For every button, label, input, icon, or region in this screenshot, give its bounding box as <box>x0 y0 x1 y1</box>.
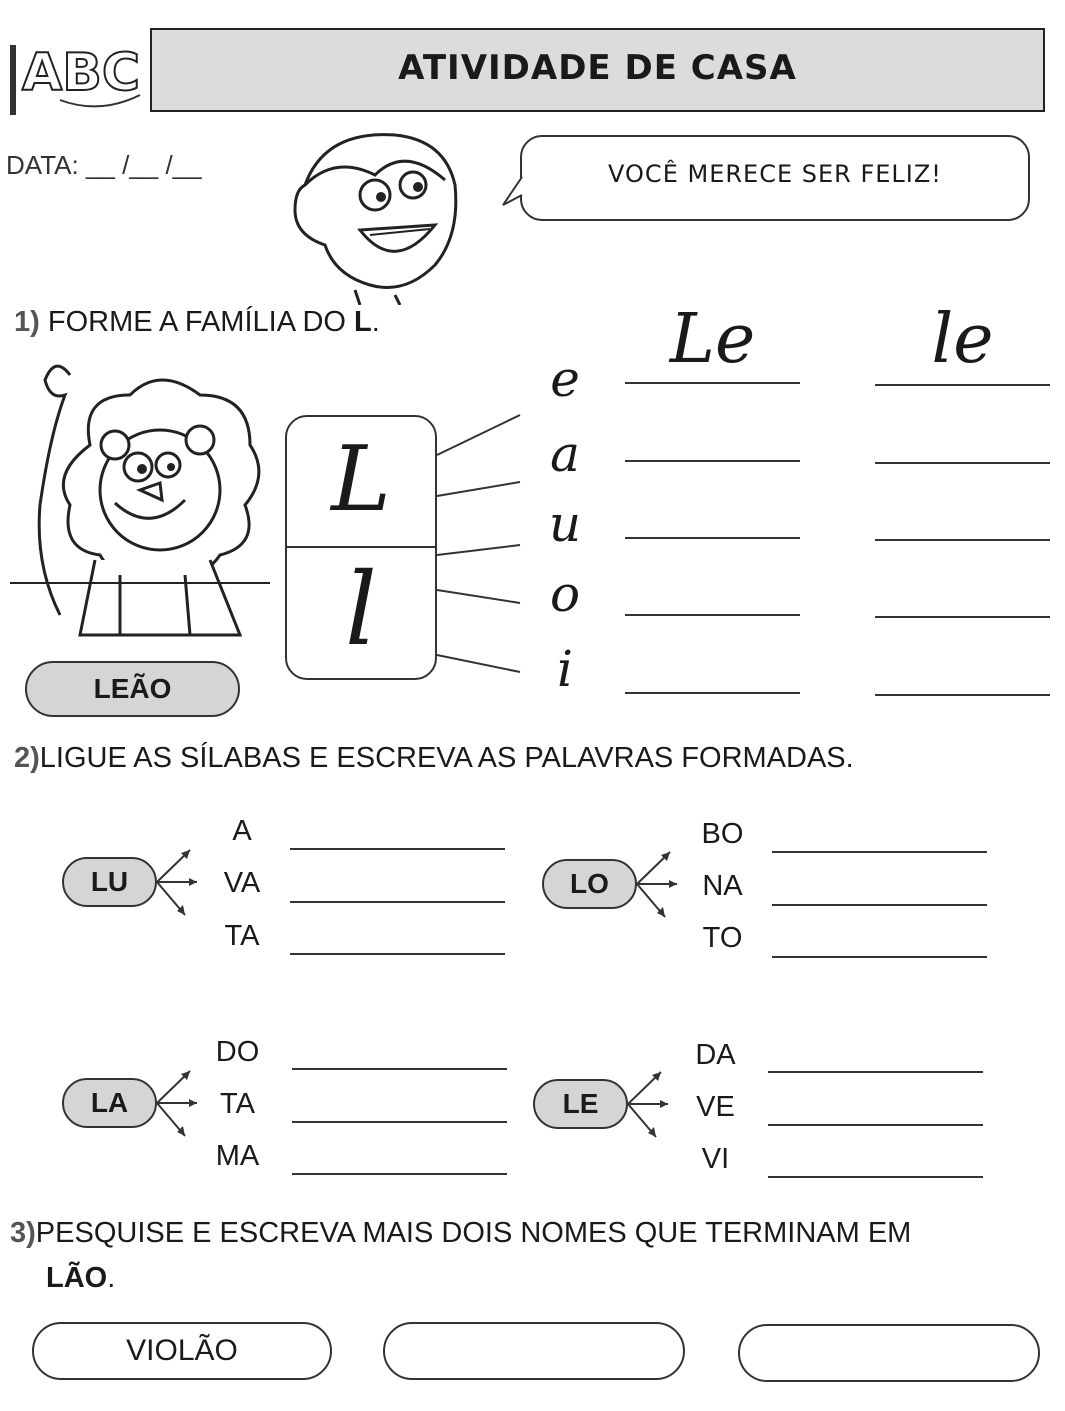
answer-box-2[interactable] <box>383 1322 685 1380</box>
word-line[interactable] <box>292 1121 507 1123</box>
letter-box-divider <box>287 546 435 548</box>
lowercase-letter: l <box>345 551 377 668</box>
answer-box-3[interactable] <box>738 1324 1040 1382</box>
ending-le-2: VE <box>696 1091 735 1123</box>
q3-text: PESQUISE E ESCREVA MAIS DOIS NOMES QUE TERMINAM EM <box>35 1217 912 1249</box>
word-line[interactable] <box>290 848 505 850</box>
word-line[interactable] <box>768 1071 983 1073</box>
connector-lines <box>435 410 525 680</box>
vowel-u: u <box>548 495 582 553</box>
ending-lo-2: NA <box>702 870 743 902</box>
word-line[interactable] <box>772 956 987 958</box>
write-line-lower[interactable] <box>875 539 1050 541</box>
word-line[interactable] <box>772 904 987 906</box>
q3-period: . <box>107 1262 116 1294</box>
write-line-upper[interactable] <box>625 382 800 384</box>
q1-text: FORME A FAMÍLIA DO <box>47 306 355 338</box>
vowel-i: i <box>557 640 573 698</box>
branch-arrows-icon <box>626 1067 671 1142</box>
write-line-upper[interactable] <box>625 460 800 462</box>
write-line-upper[interactable] <box>625 692 800 694</box>
q3-ending: LÃO <box>46 1262 108 1294</box>
uppercase-letter: L <box>331 427 391 532</box>
write-line-upper[interactable] <box>625 537 800 539</box>
q3-ending-line <box>46 1262 115 1295</box>
ending-la-2: TA <box>220 1088 255 1120</box>
lion-label: LEÃO <box>25 661 240 717</box>
date-field[interactable]: DATA: __ /__ /__ <box>6 150 202 180</box>
write-line-lower[interactable] <box>875 616 1050 618</box>
word-line[interactable] <box>292 1173 507 1175</box>
vowel-o: o <box>549 565 581 623</box>
q1-letter: L <box>354 306 372 338</box>
q1-period: . <box>371 306 380 338</box>
ending-la-3: MA <box>215 1140 260 1172</box>
example-lowercase: le <box>931 300 994 379</box>
ending-lu-1: A <box>232 815 252 847</box>
ending-lo-3: TO <box>702 922 743 954</box>
ending-le-1: DA <box>695 1039 736 1071</box>
vowel-e: e <box>550 350 580 408</box>
branch-arrows-icon <box>155 1066 200 1141</box>
answer-box-1: VIOLÃO <box>32 1322 332 1380</box>
write-line-lower[interactable] <box>875 694 1050 696</box>
boy-face-illustration <box>285 125 475 305</box>
word-line[interactable] <box>772 851 987 853</box>
branch-arrows-icon <box>635 847 680 922</box>
abc-logo-icon <box>0 15 160 115</box>
syllable-le: LE <box>533 1079 628 1129</box>
svg-text:ABC: ABC <box>22 43 141 103</box>
write-line-lower[interactable] <box>875 384 1050 386</box>
word-line[interactable] <box>290 901 505 903</box>
write-line-upper[interactable] <box>625 614 800 616</box>
page-title: ATIVIDADE DE CASA <box>398 48 797 88</box>
word-line[interactable] <box>292 1068 507 1070</box>
ending-lo-1: BO <box>701 818 744 850</box>
q2-text: LIGUE AS SÍLABAS E ESCREVA AS PALAVRAS FORMADAS. <box>39 742 854 774</box>
write-line-lower[interactable] <box>875 462 1050 464</box>
word-line[interactable] <box>768 1124 983 1126</box>
q1-number: 1) <box>14 306 40 338</box>
lion-illustration <box>10 355 270 655</box>
q3-prompt <box>10 1217 1060 1250</box>
word-line[interactable] <box>768 1176 983 1178</box>
branch-arrows-icon <box>155 845 200 920</box>
q2-number: 2) <box>14 742 40 774</box>
ending-lu-2: VA <box>223 867 261 899</box>
syllable-la: LA <box>62 1078 157 1128</box>
q3-number: 3) <box>10 1217 36 1249</box>
syllable-lu: LU <box>62 857 157 907</box>
q2-prompt <box>14 742 854 775</box>
example-uppercase: Le <box>669 300 756 379</box>
word-line[interactable] <box>290 953 505 955</box>
ending-lu-3: TA <box>224 920 260 952</box>
ending-la-1: DO <box>215 1036 260 1068</box>
vowel-a: a <box>550 425 580 483</box>
speech-text: VOCÊ MERECE SER FELIZ! <box>608 160 942 188</box>
syllable-lo: LO <box>542 859 637 909</box>
q1-prompt <box>14 306 380 339</box>
ending-le-3: VI <box>701 1143 730 1175</box>
